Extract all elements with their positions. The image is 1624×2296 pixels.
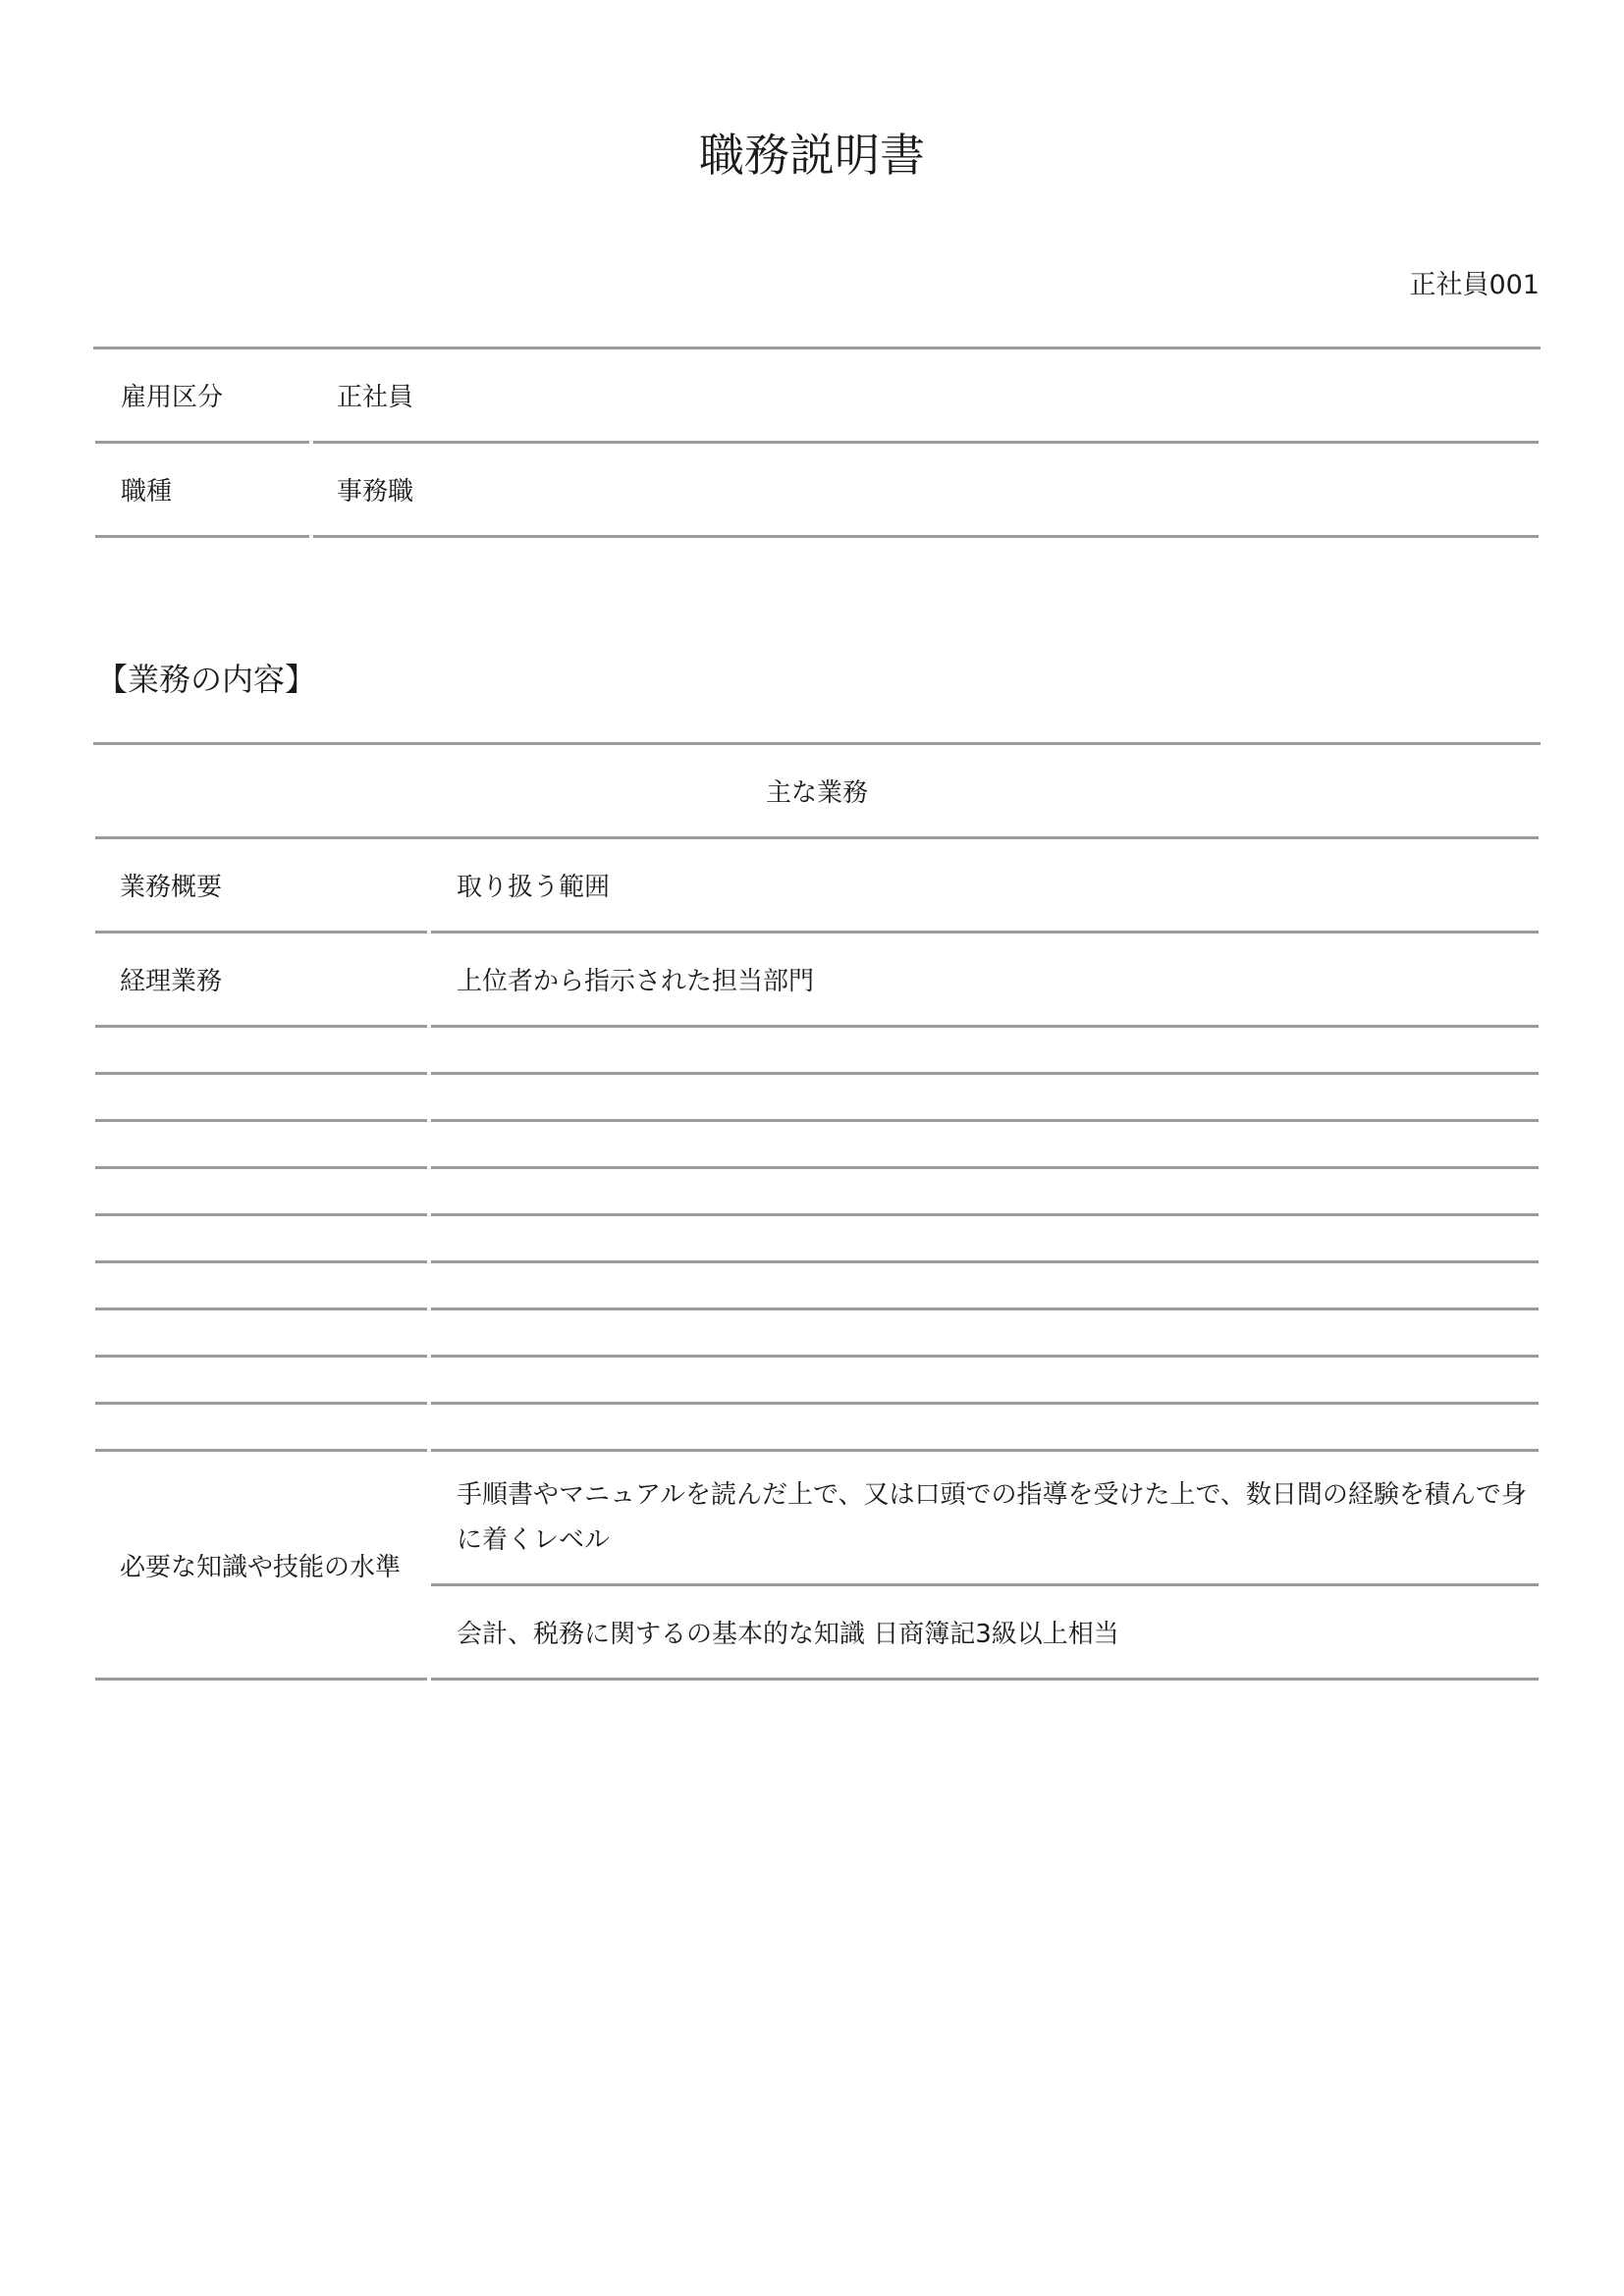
accounting-duty-value: 上位者から指示された担当部門 (431, 934, 1539, 1028)
table-row (95, 839, 1539, 934)
requirements-row (95, 1452, 1539, 1586)
requirement-item: 手順書やマニュアルを読んだ上で、又は口頭での指導を受けた上で、数日間の経験を積んで身に着くレベル (431, 1452, 1539, 1586)
duties-table (95, 745, 1539, 1681)
accounting-duty-label: 経理業務 (95, 934, 427, 1028)
empty-table-row (95, 1263, 1539, 1310)
section-heading-duties: 【業務の内容】 (96, 661, 317, 698)
empty-table-row (95, 1405, 1539, 1452)
duties-table-header: 主な業務 (95, 745, 1539, 839)
info-table (95, 349, 1539, 538)
document-title: 職務説明書 (699, 129, 925, 182)
requirement-item: 会計、税務に関するの基本的な知識 日商簿記3級以上相当 (431, 1586, 1539, 1681)
job-type-value: 事務職 (313, 444, 1539, 538)
empty-table-row (95, 1122, 1539, 1169)
empty-table-row (95, 1310, 1539, 1358)
duty-overview-value: 取り扱う範囲 (431, 839, 1539, 934)
empty-table-row (95, 1216, 1539, 1263)
empty-table-row (95, 1075, 1539, 1122)
empty-table-row (95, 1169, 1539, 1216)
document-number: 正社員001 (1409, 270, 1540, 300)
employment-type-value: 正社員 (313, 349, 1539, 444)
requirements-label: 必要な知識や技能の水準 (95, 1452, 427, 1681)
duties-header-row (95, 745, 1539, 839)
table-row (95, 934, 1539, 1028)
info-row-job-type (95, 444, 1539, 538)
info-row-employment-type (95, 349, 1539, 444)
employment-type-label: 雇用区分 (95, 349, 309, 444)
empty-table-row (95, 1358, 1539, 1405)
empty-table-row (95, 1028, 1539, 1075)
duty-overview-label: 業務概要 (95, 839, 427, 934)
job-type-label: 職種 (95, 444, 309, 538)
